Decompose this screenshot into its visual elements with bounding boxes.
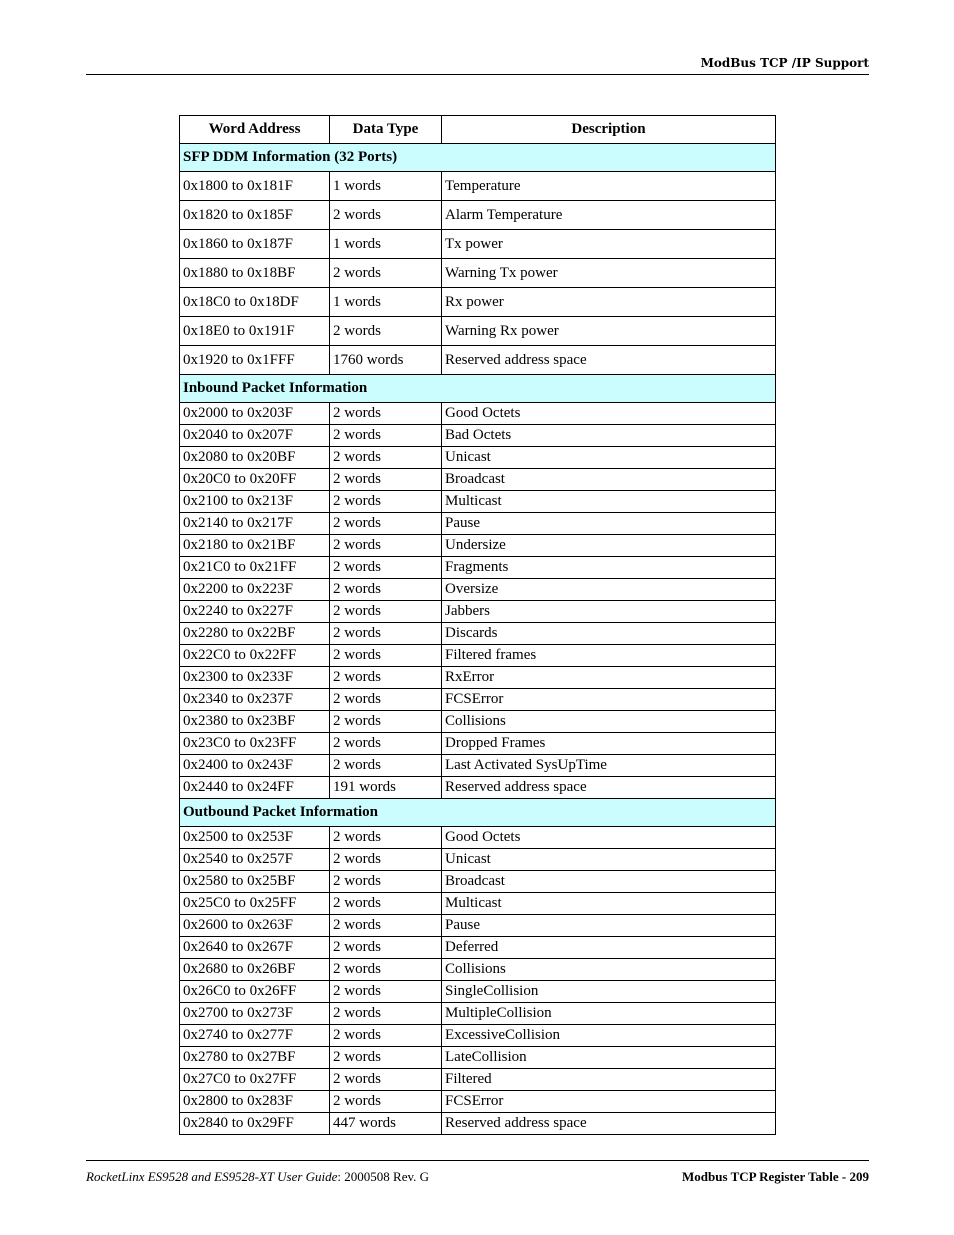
footer-guide-reference bbox=[86, 1169, 429, 1185]
cell-word-address: 0x21C0 to 0x21FF bbox=[180, 557, 330, 579]
cell-description: MultipleCollision bbox=[442, 1003, 776, 1025]
cell-data-type: 2 words bbox=[330, 689, 442, 711]
cell-data-type: 2 words bbox=[330, 201, 442, 230]
table-row bbox=[180, 513, 776, 535]
table-row bbox=[180, 827, 776, 849]
cell-word-address: 0x2580 to 0x25BF bbox=[180, 871, 330, 893]
table-row bbox=[180, 733, 776, 755]
footer-guide-title: RocketLinx ES9528 and ES9528-XT User Guide bbox=[86, 1169, 338, 1184]
cell-data-type: 2 words bbox=[330, 827, 442, 849]
cell-word-address: 0x18C0 to 0x18DF bbox=[180, 288, 330, 317]
cell-description: Fragments bbox=[442, 557, 776, 579]
cell-word-address: 0x2200 to 0x223F bbox=[180, 579, 330, 601]
cell-data-type: 2 words bbox=[330, 711, 442, 733]
section-title: Inbound Packet Information bbox=[180, 375, 776, 403]
table-header-row bbox=[180, 116, 776, 144]
table-row bbox=[180, 317, 776, 346]
cell-description: Collisions bbox=[442, 959, 776, 981]
page-header-title: ModBus TCP /IP Support bbox=[700, 56, 869, 70]
table-row bbox=[180, 579, 776, 601]
table-row bbox=[180, 667, 776, 689]
cell-word-address: 0x1880 to 0x18BF bbox=[180, 259, 330, 288]
cell-word-address: 0x2180 to 0x21BF bbox=[180, 535, 330, 557]
cell-word-address: 0x2780 to 0x27BF bbox=[180, 1047, 330, 1069]
cell-data-type: 2 words bbox=[330, 447, 442, 469]
cell-description: RxError bbox=[442, 667, 776, 689]
cell-data-type: 2 words bbox=[330, 937, 442, 959]
table-row bbox=[180, 849, 776, 871]
cell-data-type: 2 words bbox=[330, 871, 442, 893]
cell-word-address: 0x22C0 to 0x22FF bbox=[180, 645, 330, 667]
cell-word-address: 0x1800 to 0x181F bbox=[180, 172, 330, 201]
table-row bbox=[180, 959, 776, 981]
table-row bbox=[180, 893, 776, 915]
table-row bbox=[180, 871, 776, 893]
table-row bbox=[180, 259, 776, 288]
cell-data-type: 2 words bbox=[330, 317, 442, 346]
cell-data-type: 2 words bbox=[330, 491, 442, 513]
cell-word-address: 0x2840 to 0x29FF bbox=[180, 1113, 330, 1135]
cell-description: Bad Octets bbox=[442, 425, 776, 447]
cell-data-type: 447 words bbox=[330, 1113, 442, 1135]
cell-data-type: 2 words bbox=[330, 601, 442, 623]
table-row bbox=[180, 689, 776, 711]
section-title: SFP DDM Information (32 Ports) bbox=[180, 144, 776, 172]
footer-doc-ref: : 2000508 Rev. G bbox=[337, 1169, 430, 1184]
cell-data-type: 1760 words bbox=[330, 346, 442, 375]
table-row bbox=[180, 1047, 776, 1069]
cell-word-address: 0x27C0 to 0x27FF bbox=[180, 1069, 330, 1091]
cell-description: Unicast bbox=[442, 447, 776, 469]
cell-description: FCSError bbox=[442, 689, 776, 711]
cell-description: Warning Rx power bbox=[442, 317, 776, 346]
section-title: Outbound Packet Information bbox=[180, 799, 776, 827]
cell-word-address: 0x2740 to 0x277F bbox=[180, 1025, 330, 1047]
cell-description: Deferred bbox=[442, 937, 776, 959]
cell-data-type: 2 words bbox=[330, 667, 442, 689]
cell-word-address: 0x2380 to 0x23BF bbox=[180, 711, 330, 733]
cell-description: Filtered frames bbox=[442, 645, 776, 667]
cell-data-type: 1 words bbox=[330, 288, 442, 317]
cell-data-type: 2 words bbox=[330, 579, 442, 601]
cell-data-type: 2 words bbox=[330, 849, 442, 871]
cell-description: Reserved address space bbox=[442, 777, 776, 799]
cell-description: Temperature bbox=[442, 172, 776, 201]
table-row bbox=[180, 201, 776, 230]
cell-data-type: 2 words bbox=[330, 1003, 442, 1025]
cell-data-type: 2 words bbox=[330, 1091, 442, 1113]
cell-word-address: 0x26C0 to 0x26FF bbox=[180, 981, 330, 1003]
cell-word-address: 0x2640 to 0x267F bbox=[180, 937, 330, 959]
cell-description: Oversize bbox=[442, 579, 776, 601]
cell-word-address: 0x1860 to 0x187F bbox=[180, 230, 330, 259]
table-row bbox=[180, 557, 776, 579]
cell-description: FCSError bbox=[442, 1091, 776, 1113]
header-divider bbox=[86, 74, 869, 75]
cell-description: Filtered bbox=[442, 1069, 776, 1091]
cell-word-address: 0x2140 to 0x217F bbox=[180, 513, 330, 535]
table-row bbox=[180, 469, 776, 491]
cell-description: Jabbers bbox=[442, 601, 776, 623]
cell-description: Broadcast bbox=[442, 469, 776, 491]
cell-data-type: 2 words bbox=[330, 733, 442, 755]
cell-description: Undersize bbox=[442, 535, 776, 557]
table-row bbox=[180, 288, 776, 317]
cell-word-address: 0x23C0 to 0x23FF bbox=[180, 733, 330, 755]
cell-description: Last Activated SysUpTime bbox=[442, 755, 776, 777]
cell-data-type: 2 words bbox=[330, 425, 442, 447]
cell-word-address: 0x2680 to 0x26BF bbox=[180, 959, 330, 981]
cell-description: Pause bbox=[442, 915, 776, 937]
table-row bbox=[180, 346, 776, 375]
cell-description: Multicast bbox=[442, 491, 776, 513]
cell-description: Dropped Frames bbox=[442, 733, 776, 755]
table-row bbox=[180, 1091, 776, 1113]
cell-description: Multicast bbox=[442, 893, 776, 915]
cell-description: Reserved address space bbox=[442, 1113, 776, 1135]
column-header-description: Description bbox=[442, 116, 776, 144]
cell-description: Reserved address space bbox=[442, 346, 776, 375]
cell-data-type: 2 words bbox=[330, 403, 442, 425]
cell-word-address: 0x2100 to 0x213F bbox=[180, 491, 330, 513]
cell-description: Warning Tx power bbox=[442, 259, 776, 288]
table-row bbox=[180, 1025, 776, 1047]
table-row bbox=[180, 535, 776, 557]
cell-word-address: 0x2600 to 0x263F bbox=[180, 915, 330, 937]
cell-data-type: 2 words bbox=[330, 959, 442, 981]
table-row bbox=[180, 937, 776, 959]
cell-description: Collisions bbox=[442, 711, 776, 733]
cell-data-type: 2 words bbox=[330, 623, 442, 645]
table-row bbox=[180, 1003, 776, 1025]
column-header-data-type: Data Type bbox=[330, 116, 442, 144]
cell-description: Good Octets bbox=[442, 403, 776, 425]
cell-word-address: 0x2080 to 0x20BF bbox=[180, 447, 330, 469]
column-header-word-address: Word Address bbox=[180, 116, 330, 144]
table-row bbox=[180, 755, 776, 777]
cell-word-address: 0x2400 to 0x243F bbox=[180, 755, 330, 777]
cell-description: ExcessiveCollision bbox=[442, 1025, 776, 1047]
footer-divider bbox=[86, 1160, 869, 1161]
cell-data-type: 2 words bbox=[330, 755, 442, 777]
cell-data-type: 2 words bbox=[330, 1069, 442, 1091]
cell-description: Good Octets bbox=[442, 827, 776, 849]
cell-word-address: 0x2280 to 0x22BF bbox=[180, 623, 330, 645]
table-row bbox=[180, 403, 776, 425]
cell-word-address: 0x2800 to 0x283F bbox=[180, 1091, 330, 1113]
cell-word-address: 0x2000 to 0x203F bbox=[180, 403, 330, 425]
cell-word-address: 0x2340 to 0x237F bbox=[180, 689, 330, 711]
cell-data-type: 1 words bbox=[330, 172, 442, 201]
cell-word-address: 0x2040 to 0x207F bbox=[180, 425, 330, 447]
cell-data-type: 2 words bbox=[330, 915, 442, 937]
cell-word-address: 0x1920 to 0x1FFF bbox=[180, 346, 330, 375]
cell-data-type: 2 words bbox=[330, 513, 442, 535]
cell-data-type: 2 words bbox=[330, 259, 442, 288]
table-row bbox=[180, 1113, 776, 1135]
cell-word-address: 0x18E0 to 0x191F bbox=[180, 317, 330, 346]
cell-data-type: 2 words bbox=[330, 981, 442, 1003]
section-row bbox=[180, 144, 776, 172]
cell-word-address: 0x2440 to 0x24FF bbox=[180, 777, 330, 799]
cell-data-type: 2 words bbox=[330, 645, 442, 667]
cell-data-type: 2 words bbox=[330, 893, 442, 915]
cell-data-type: 1 words bbox=[330, 230, 442, 259]
table-row bbox=[180, 601, 776, 623]
cell-description: Pause bbox=[442, 513, 776, 535]
cell-word-address: 0x2240 to 0x227F bbox=[180, 601, 330, 623]
cell-data-type: 191 words bbox=[330, 777, 442, 799]
cell-description: Tx power bbox=[442, 230, 776, 259]
table-row bbox=[180, 645, 776, 667]
cell-word-address: 0x2540 to 0x257F bbox=[180, 849, 330, 871]
cell-word-address: 0x2300 to 0x233F bbox=[180, 667, 330, 689]
cell-word-address: 0x20C0 to 0x20FF bbox=[180, 469, 330, 491]
cell-description: Rx power bbox=[442, 288, 776, 317]
cell-description: Unicast bbox=[442, 849, 776, 871]
table-row bbox=[180, 777, 776, 799]
cell-description: Alarm Temperature bbox=[442, 201, 776, 230]
cell-word-address: 0x2500 to 0x253F bbox=[180, 827, 330, 849]
section-row bbox=[180, 799, 776, 827]
cell-word-address: 0x2700 to 0x273F bbox=[180, 1003, 330, 1025]
cell-data-type: 2 words bbox=[330, 557, 442, 579]
cell-data-type: 2 words bbox=[330, 1025, 442, 1047]
table-row bbox=[180, 623, 776, 645]
table-row bbox=[180, 230, 776, 259]
cell-data-type: 2 words bbox=[330, 535, 442, 557]
table-row bbox=[180, 915, 776, 937]
modbus-register-table bbox=[179, 115, 776, 1135]
cell-data-type: 2 words bbox=[330, 469, 442, 491]
cell-description: Broadcast bbox=[442, 871, 776, 893]
table-row bbox=[180, 1069, 776, 1091]
table-row bbox=[180, 172, 776, 201]
cell-data-type: 2 words bbox=[330, 1047, 442, 1069]
cell-word-address: 0x25C0 to 0x25FF bbox=[180, 893, 330, 915]
table-row bbox=[180, 425, 776, 447]
cell-description: Discards bbox=[442, 623, 776, 645]
table-row bbox=[180, 711, 776, 733]
cell-description: SingleCollision bbox=[442, 981, 776, 1003]
table-row bbox=[180, 447, 776, 469]
cell-word-address: 0x1820 to 0x185F bbox=[180, 201, 330, 230]
table-row bbox=[180, 981, 776, 1003]
cell-description: LateCollision bbox=[442, 1047, 776, 1069]
section-row bbox=[180, 375, 776, 403]
footer-page-label: Modbus TCP Register Table - 209 bbox=[682, 1169, 869, 1184]
table-row bbox=[180, 491, 776, 513]
